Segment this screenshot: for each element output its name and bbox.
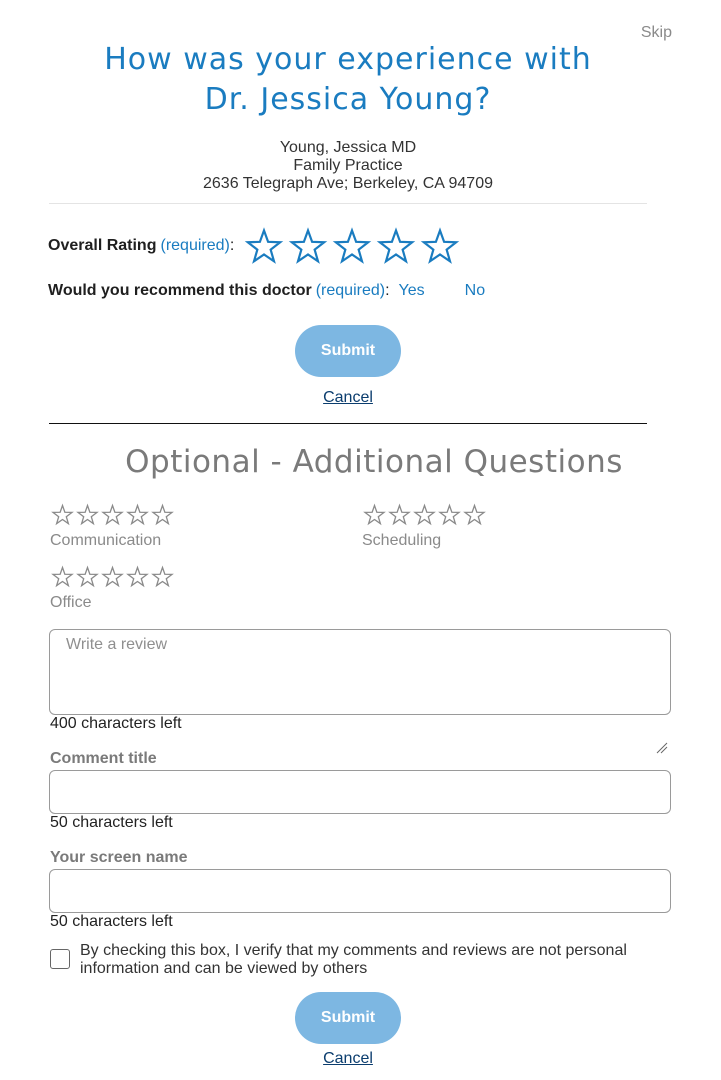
cancel-link-bottom[interactable]: Cancel: [323, 1050, 373, 1067]
screen-name-input[interactable]: [49, 869, 671, 913]
comment-title-input[interactable]: [49, 770, 671, 814]
star-outline-icon[interactable]: [330, 226, 374, 266]
recommend-label: Would you recommend this doctor: [48, 282, 312, 299]
communication-label: Communication: [50, 532, 162, 549]
communication-stars: [50, 502, 175, 528]
star-outline-icon[interactable]: [462, 502, 487, 526]
submit-button[interactable]: Submit: [295, 325, 401, 377]
office-stars: [50, 564, 175, 590]
doctor-name: Young, Jessica MD: [279, 139, 417, 156]
overall-rating-required: (required): [160, 237, 230, 254]
comment-title-label: Comment title: [50, 750, 157, 767]
star-outline-icon[interactable]: [418, 226, 462, 266]
overall-rating-stars: [242, 226, 462, 266]
star-outline-icon[interactable]: [50, 564, 75, 588]
star-outline-icon[interactable]: [50, 502, 75, 526]
recommend-row: [48, 280, 485, 302]
star-outline-icon[interactable]: [437, 502, 462, 526]
consent-label: By checking this box, I verify that my comments and reviews are not personal information and can be viewed by others: [80, 942, 627, 977]
star-outline-icon[interactable]: [242, 226, 286, 266]
star-outline-icon[interactable]: [75, 564, 100, 588]
recommend-colon: :: [385, 282, 390, 299]
page-title: [0, 40, 696, 120]
review-placeholder: Write a review: [66, 636, 168, 653]
screen-name-chars-left: 50 characters left: [50, 913, 173, 930]
comment-title-chars-left: 50 characters left: [50, 814, 173, 831]
cancel-link[interactable]: Cancel: [323, 389, 373, 406]
star-outline-icon[interactable]: [100, 564, 125, 588]
star-outline-icon[interactable]: [125, 502, 150, 526]
skip-link[interactable]: Skip: [640, 24, 672, 41]
star-outline-icon[interactable]: [362, 502, 387, 526]
doctor-address: 2636 Telegraph Ave; Berkeley, CA 94709: [203, 175, 493, 192]
star-outline-icon[interactable]: [286, 226, 330, 266]
recommend-no-option[interactable]: No: [464, 282, 486, 299]
office-rating: [50, 564, 175, 612]
divider-dark: [49, 423, 647, 424]
title-line-2: Dr. Jessica Young?: [204, 82, 492, 117]
title-line-1: How was your experience with: [104, 42, 592, 77]
star-outline-icon[interactable]: [125, 564, 150, 588]
star-outline-icon[interactable]: [75, 502, 100, 526]
recommend-yes-option[interactable]: Yes: [398, 282, 425, 299]
review-chars-left: 400 characters left: [50, 715, 182, 732]
screen-name-label: Your screen name: [50, 849, 188, 866]
scheduling-stars: [362, 502, 487, 528]
doctor-info: [0, 139, 696, 193]
recommend-required: (required): [315, 282, 386, 299]
optional-heading: Optional - Additional Questions: [125, 444, 623, 480]
doctor-specialty: Family Practice: [293, 157, 403, 174]
resize-handle-icon[interactable]: [656, 742, 668, 754]
overall-rating-colon: :: [229, 237, 235, 254]
review-textarea[interactable]: [49, 629, 671, 715]
star-outline-icon[interactable]: [412, 502, 437, 526]
divider-light: [49, 203, 647, 204]
star-outline-icon[interactable]: [100, 502, 125, 526]
overall-rating-label: Overall Rating: [48, 237, 157, 254]
star-outline-icon[interactable]: [150, 564, 175, 588]
submit-button-bottom[interactable]: Submit: [295, 992, 401, 1044]
scheduling-label: Scheduling: [362, 532, 442, 549]
communication-rating: [50, 502, 175, 550]
star-outline-icon[interactable]: [374, 226, 418, 266]
consent-checkbox[interactable]: [50, 949, 70, 969]
office-label: Office: [50, 594, 92, 611]
star-outline-icon[interactable]: [387, 502, 412, 526]
star-outline-icon[interactable]: [150, 502, 175, 526]
overall-rating-row: [48, 226, 462, 266]
scheduling-rating: [362, 502, 487, 550]
